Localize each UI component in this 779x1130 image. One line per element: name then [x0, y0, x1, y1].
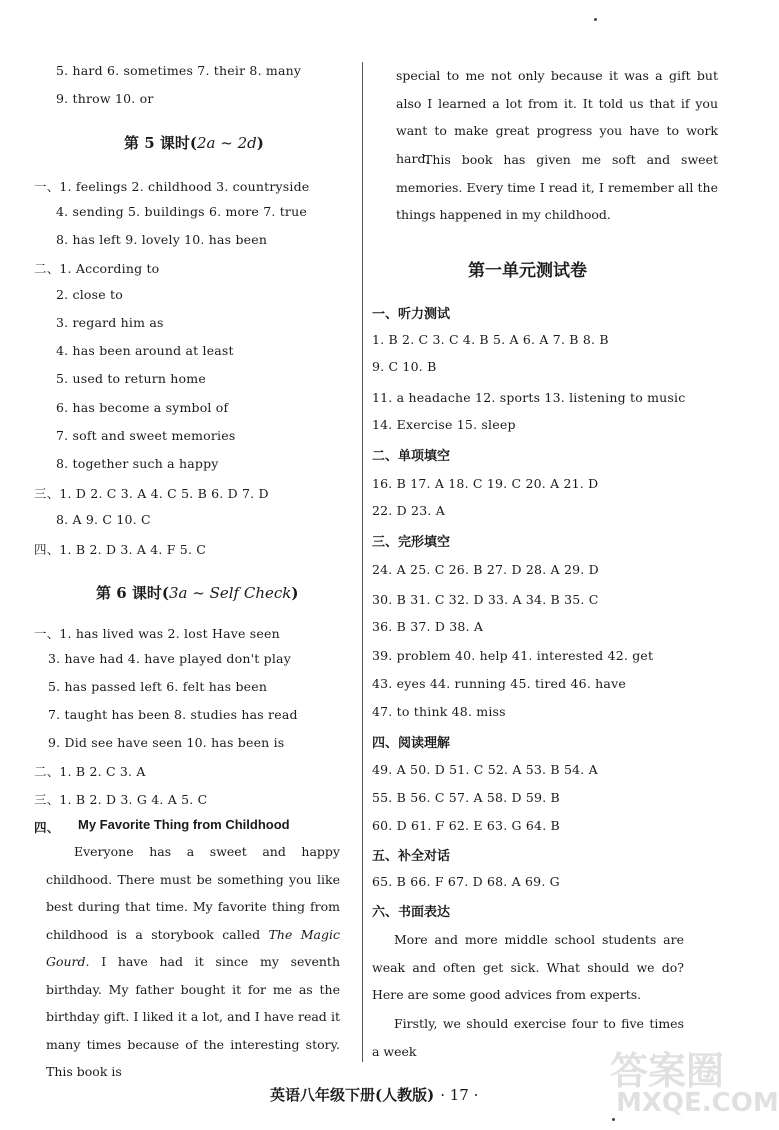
answer-line: 3. regard him as [56, 315, 164, 330]
watermark-url: MXQE.COM [616, 1088, 779, 1118]
answer-line: 22. D 23. A [372, 503, 445, 518]
answer-line: 47. to think 48. miss [372, 704, 506, 719]
section-title: 三、完形填空 [372, 535, 451, 550]
essay-title: My Favorite Thing from Childhood [78, 817, 290, 832]
answer-line: 60. D 61. F 62. E 63. G 64. B [372, 818, 560, 833]
answer-line: 9. Did see have seen 10. has been is [48, 735, 285, 750]
answer-line: 39. problem 40. help 41. interested 42. get [372, 648, 654, 663]
book-title: 英语八年级下册(人教版) [270, 1086, 435, 1104]
answer-line: 9. C 10. B [372, 359, 437, 374]
section-title: 六、书面表达 [372, 905, 451, 920]
answer-line: 5. hard 6. sometimes 7. their 8. many [56, 63, 302, 78]
answer-line: 55. B 56. C 57. A 58. D 59. B [372, 790, 560, 805]
page-number: · 17 · [440, 1086, 479, 1104]
scan-speck [594, 18, 597, 21]
essay-paragraph: This book has given me soft and sweet memories. Every time I read it, I remember all the things happened in my childhood. [396, 152, 718, 222]
writing-paragraph: More and more middle school students are weak and often get sick. What should we do? Here are some good advices from experts. [372, 932, 684, 1002]
section-title: 二、单项填空 [372, 449, 451, 464]
answer-line: 5. used to return home [56, 371, 206, 386]
answer-line: 二、1. B 2. C 3. A [34, 764, 146, 779]
answer-line: 2. close to [56, 287, 123, 302]
answer-line: 4. sending 5. buildings 6. more 7. true [56, 204, 307, 219]
answer-line: 8. has left 9. lovely 10. has been [56, 232, 268, 247]
section-title: 五、补全对话 [372, 849, 451, 864]
answer-line: 4. has been around at least [56, 343, 234, 358]
lesson6-heading: 第 6 课时(3a ~ Self Check) [96, 584, 299, 602]
answer-line: 7. taught has been 8. studies has read [48, 707, 298, 722]
answer-line: 二、1. According to [34, 261, 160, 276]
answer-line: 四、1. B 2. D 3. A 4. F 5. C [34, 542, 207, 557]
section-title: 四、阅读理解 [372, 736, 451, 751]
answer-line: 一、1. has lived was 2. lost Have seen [34, 626, 280, 641]
answer-line: 6. has become a symbol of [56, 400, 229, 415]
answer-line: 8. A 9. C 10. C [56, 512, 151, 527]
lesson5-heading: 第 5 课时(2a ~ 2d) [124, 134, 264, 152]
essay-paragraph: Everyone has a sweet and happy childhood. There must be something you like best during that time. My favorite thing from childhood is a storybook called The Magic Gourd. I have had it since my seventh birthday. My father bought it for me as the birthday gift. I liked it a lot, and I have read it many times because of the interesting story. This book is [46, 844, 341, 1079]
answer-line: 43. eyes 44. running 45. tired 46. have [372, 676, 626, 691]
answer-line: 7. soft and sweet memories [56, 428, 236, 443]
answer-line: 16. B 17. A 18. C 19. C 20. A 21. D [372, 476, 599, 491]
answer-line: 24. A 25. C 26. B 27. D 28. A 29. D [372, 562, 599, 577]
answer-line: 8. together such a happy [56, 456, 219, 471]
answer-line: 49. A 50. D 51. C 52. A 53. B 54. A [372, 762, 598, 777]
test-title: 第一单元测试卷 [468, 261, 587, 281]
page-footer [270, 1084, 478, 1105]
answer-line: 14. Exercise 15. sleep [372, 417, 516, 432]
watermark-text: 答案圈 [610, 1049, 725, 1093]
answer-line: 11. a headache 12. sports 13. listening to music [372, 390, 686, 405]
column-divider [362, 62, 363, 1062]
answer-line: 三、1. B 2. D 3. G 4. A 5. C [34, 792, 208, 807]
answer-line: 三、1. D 2. C 3. A 4. C 5. B 6. D 7. D [34, 486, 269, 501]
answer-line: 3. have had 4. have played don't play [48, 651, 291, 666]
writing-paragraph: Firstly, we should exercise four to five times a week [372, 1016, 684, 1059]
answer-line: 9. throw 10. or [56, 91, 154, 106]
section-title: 一、听力测试 [372, 307, 451, 322]
essay-label: 四、 [34, 820, 60, 835]
answer-line: 一、1. feelings 2. childhood 3. countryside [34, 179, 310, 194]
answer-line: 65. B 66. F 67. D 68. A 69. G [372, 874, 560, 889]
answer-line: 36. B 37. D 38. A [372, 619, 484, 634]
watermark-logo [606, 1040, 779, 1126]
essay-continuation: special to me not only because it was a gift but also I learned a lot from it. It told us that if you want to make great progress you have to work hard. [396, 68, 718, 166]
answer-line: 5. has passed left 6. felt has been [48, 679, 268, 694]
answer-line: 1. B 2. C 3. C 4. B 5. A 6. A 7. B 8. B [372, 332, 609, 347]
answer-line: 30. B 31. C 32. D 33. A 34. B 35. C [372, 592, 599, 607]
